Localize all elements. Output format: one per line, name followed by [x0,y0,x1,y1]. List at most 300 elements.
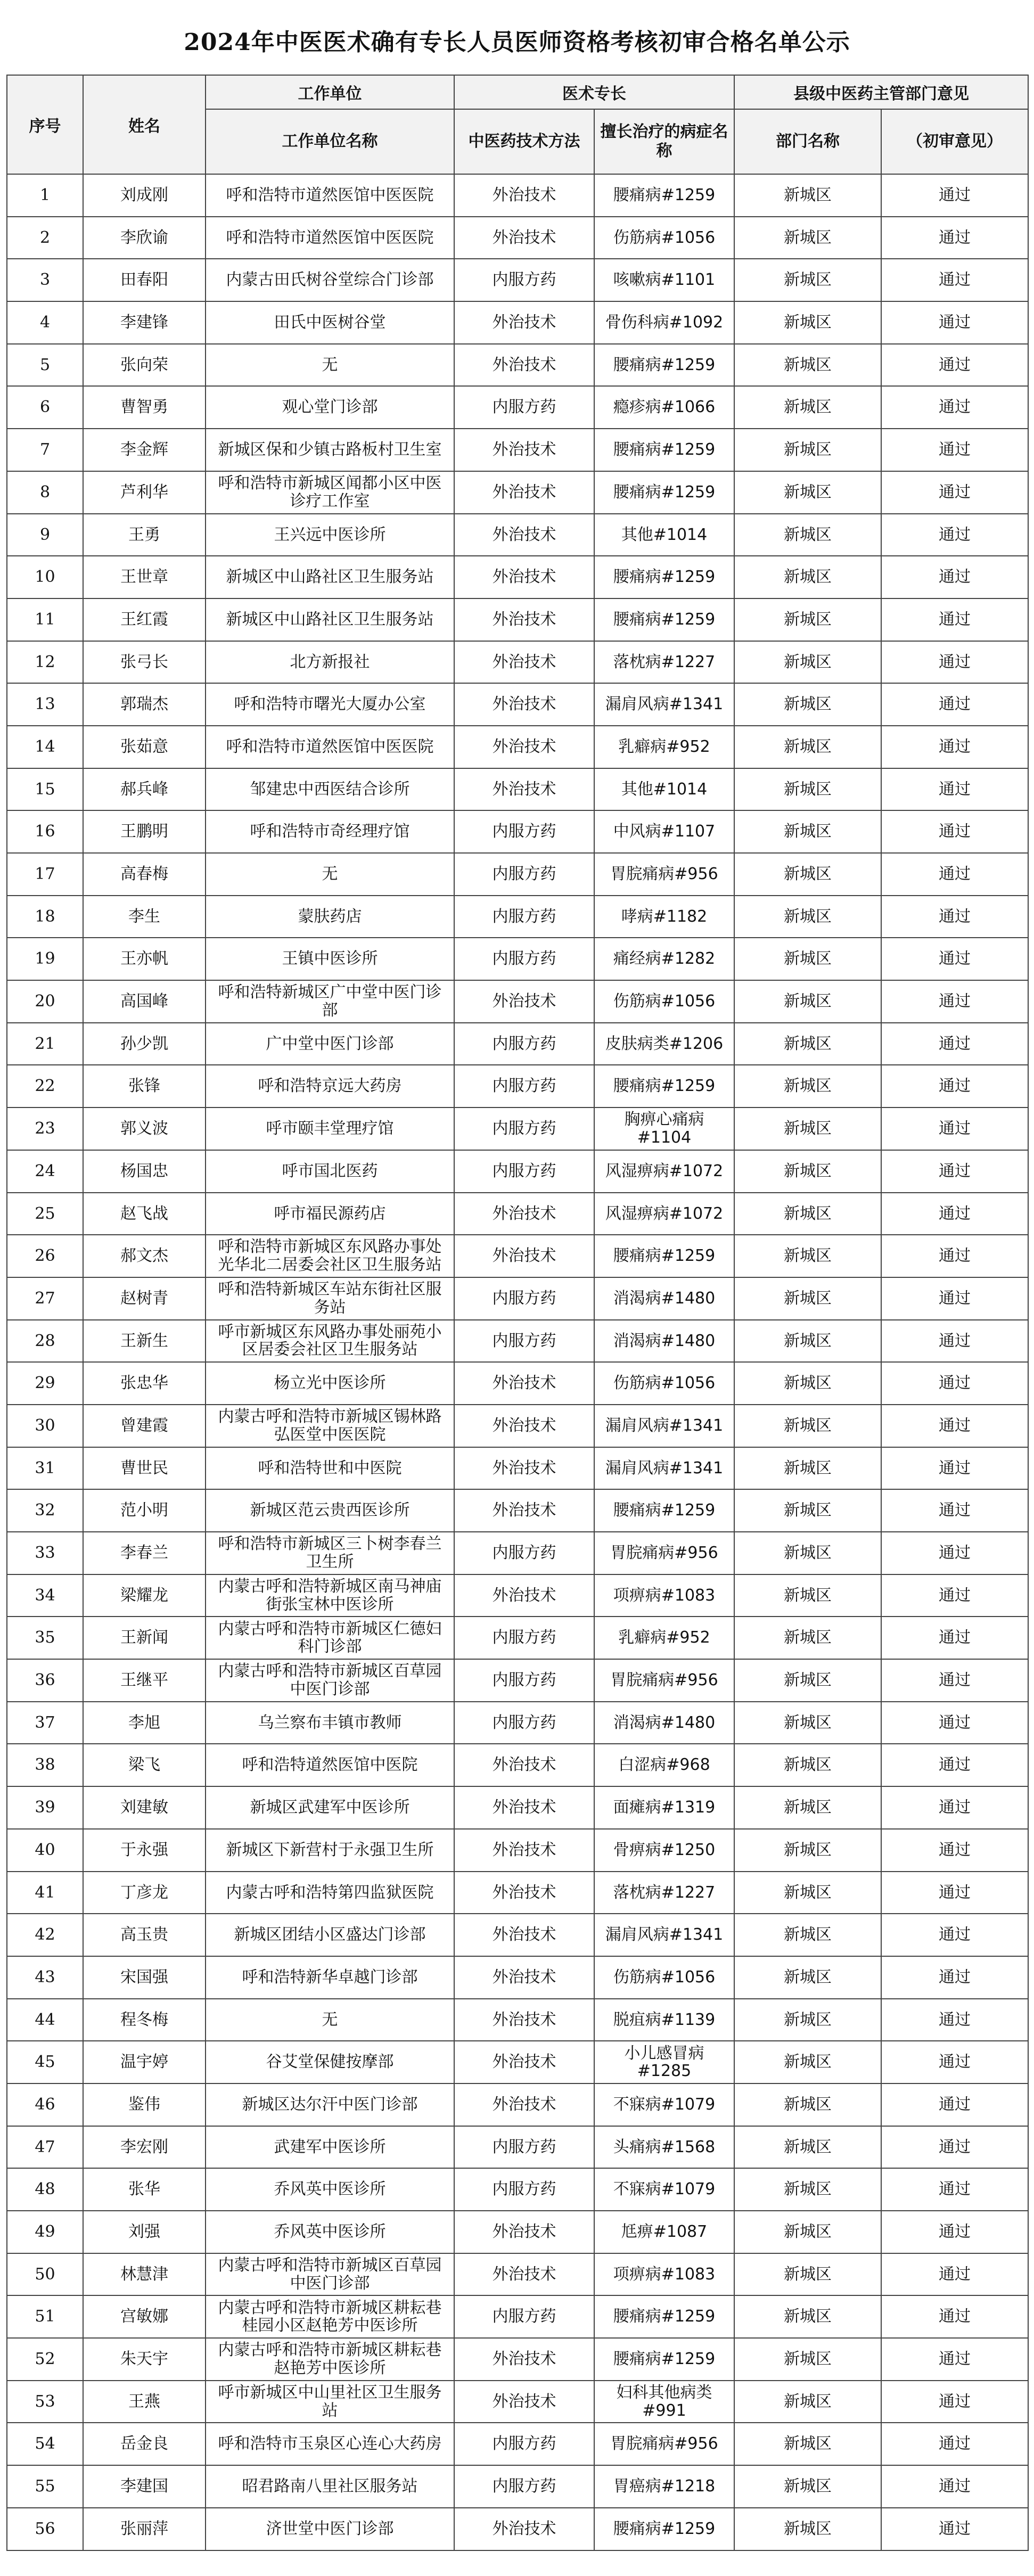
cell-work-unit: 乔风英中医诊所 [206,2168,454,2211]
cell-method: 内服方药 [454,1320,594,1363]
cell-seq: 28 [7,1320,83,1363]
table-row [7,217,1028,259]
cell-work-unit: 广中堂中医门诊部 [206,1023,454,1065]
cell-name: 宫敏娜 [83,2295,206,2338]
cell-seq: 29 [7,1362,83,1405]
cell-dept: 新城区 [734,2423,881,2465]
cell-name: 王勇 [83,514,206,556]
cell-disease: 腰痛病#1259 [594,556,734,598]
cell-opinion: 通过 [881,1914,1028,1956]
cell-work-unit: 蒙肤药店 [206,896,454,938]
cell-method: 外治技术 [454,174,594,217]
cell-name: 赵飞战 [83,1193,206,1235]
header-dept-name: 部门名称 [734,109,881,174]
cell-opinion: 通过 [881,2295,1028,2338]
header-seq: 序号 [7,75,83,174]
cell-seq: 40 [7,1829,83,1872]
cell-disease: 腰痛病#1259 [594,1489,734,1532]
cell-opinion: 通过 [881,1786,1028,1829]
cell-dept: 新城区 [734,641,881,684]
table-row [7,1405,1028,1447]
cell-work-unit: 呼市颐丰堂理疗馆 [206,1107,454,1150]
cell-name: 李建国 [83,2465,206,2508]
cell-seq: 46 [7,2083,83,2126]
cell-dept: 新城区 [734,1277,881,1320]
cell-name: 张华 [83,2168,206,2211]
cell-name: 郝兵峰 [83,768,206,811]
cell-disease: 脱疽病#1139 [594,1999,734,2041]
cell-method: 内服方药 [454,896,594,938]
cell-method: 外治技术 [454,1744,594,1786]
qualification-list-table [6,75,1029,2551]
table-row [7,301,1028,344]
cell-opinion: 通过 [881,1956,1028,1999]
cell-disease: 胃脘痛病#956 [594,1659,734,1702]
cell-method: 内服方药 [454,2465,594,2508]
cell-dept: 新城区 [734,429,881,471]
cell-opinion: 通过 [881,1999,1028,2041]
cell-work-unit: 呼和浩特市道然医馆中医医院 [206,217,454,259]
cell-work-unit: 呼和浩特新城区广中堂中医门诊部 [206,980,454,1023]
cell-dept: 新城区 [734,1872,881,1914]
cell-opinion: 通过 [881,301,1028,344]
table-row [7,726,1028,768]
cell-opinion: 通过 [881,1617,1028,1659]
cell-method: 内服方药 [454,386,594,429]
cell-dept: 新城区 [734,1702,881,1744]
table-row [7,768,1028,811]
cell-opinion: 通过 [881,1320,1028,1363]
cell-name: 范小明 [83,1489,206,1532]
cell-work-unit: 呼和浩特市新城区东风路办事处光华北二居委会社区卫生服务站 [206,1235,454,1277]
cell-disease: 伤筋病#1056 [594,980,734,1023]
cell-work-unit: 邹建忠中西医结合诊所 [206,768,454,811]
cell-disease: 皮肤病类#1206 [594,1023,734,1065]
cell-work-unit: 新城区中山路社区卫生服务站 [206,556,454,598]
cell-name: 李旭 [83,1702,206,1744]
cell-disease: 腰痛病#1259 [594,598,734,641]
cell-method: 外治技术 [454,1786,594,1829]
cell-disease: 哮病#1182 [594,896,734,938]
cell-method: 外治技术 [454,2253,594,2296]
cell-work-unit: 观心堂门诊部 [206,386,454,429]
cell-opinion: 通过 [881,896,1028,938]
table-row [7,386,1028,429]
cell-disease: 腰痛病#1259 [594,2338,734,2381]
cell-name: 梁耀龙 [83,1574,206,1617]
cell-work-unit: 呼市新城区东风路办事处丽苑小区居委会社区卫生服务站 [206,1320,454,1363]
cell-method: 外治技术 [454,1999,594,2041]
cell-dept: 新城区 [734,217,881,259]
cell-work-unit: 内蒙古呼和浩特市新城区耕耘巷桂园小区赵艳芳中医诊所 [206,2295,454,2338]
cell-method: 外治技术 [454,726,594,768]
cell-opinion: 通过 [881,1574,1028,1617]
cell-dept: 新城区 [734,2295,881,2338]
cell-name: 张忠华 [83,1362,206,1405]
cell-name: 张向荣 [83,344,206,387]
cell-seq: 23 [7,1107,83,1150]
cell-opinion: 通过 [881,1489,1028,1532]
cell-method: 外治技术 [454,344,594,387]
table-row [7,471,1028,514]
cell-method: 外治技术 [454,556,594,598]
cell-work-unit: 内蒙古呼和浩特新城区南马神庙街张宝林中医诊所 [206,1574,454,1617]
cell-dept: 新城区 [734,1489,881,1532]
cell-method: 内服方药 [454,1277,594,1320]
cell-work-unit: 新城区武建军中医诊所 [206,1786,454,1829]
table-row [7,980,1028,1023]
table-row [7,2253,1028,2296]
cell-work-unit: 杨立光中医诊所 [206,1362,454,1405]
table-row [7,2423,1028,2465]
cell-work-unit: 谷艾堂保健按摩部 [206,2041,454,2083]
cell-method: 外治技术 [454,1489,594,1532]
cell-work-unit: 无 [206,344,454,387]
cell-disease: 风湿痹病#1072 [594,1150,734,1193]
cell-name: 郭瑞杰 [83,683,206,726]
table-row [7,344,1028,387]
cell-seq: 50 [7,2253,83,2296]
cell-seq: 5 [7,344,83,387]
table-row [7,2126,1028,2169]
cell-work-unit: 呼和浩特市道然医馆中医医院 [206,174,454,217]
cell-name: 李欣谕 [83,217,206,259]
cell-seq: 26 [7,1235,83,1277]
cell-method: 外治技术 [454,217,594,259]
cell-name: 曹世民 [83,1447,206,1490]
cell-work-unit: 呼和浩特市道然医馆中医医院 [206,726,454,768]
cell-opinion: 通过 [881,429,1028,471]
cell-method: 外治技术 [454,1829,594,1872]
cell-work-unit: 无 [206,853,454,896]
cell-name: 田春阳 [83,259,206,301]
cell-method: 外治技术 [454,980,594,1023]
cell-disease: 消渴病#1480 [594,1702,734,1744]
cell-dept: 新城区 [734,2465,881,2508]
cell-disease: 项痹病#1083 [594,1574,734,1617]
cell-method: 内服方药 [454,1617,594,1659]
cell-opinion: 通过 [881,2041,1028,2083]
header-expertise-group: 医术专长 [454,75,734,109]
cell-method: 外治技术 [454,1956,594,1999]
cell-seq: 33 [7,1532,83,1574]
cell-seq: 45 [7,2041,83,2083]
cell-name: 赵树青 [83,1277,206,1320]
cell-disease: 中风病#1107 [594,810,734,853]
cell-name: 高国峰 [83,980,206,1023]
cell-work-unit: 内蒙古呼和浩特市新城区仁德妇科门诊部 [206,1617,454,1659]
cell-opinion: 通过 [881,853,1028,896]
cell-method: 内服方药 [454,2126,594,2169]
cell-method: 外治技术 [454,1447,594,1490]
cell-disease: 面瘫病#1319 [594,1786,734,1829]
cell-disease: 落枕病#1227 [594,641,734,684]
cell-disease: 腰痛病#1259 [594,1065,734,1107]
cell-method: 外治技术 [454,641,594,684]
cell-work-unit: 新城区达尔汗中医门诊部 [206,2083,454,2126]
cell-dept: 新城区 [734,1574,881,1617]
cell-seq: 56 [7,2508,83,2550]
table-row [7,1065,1028,1107]
cell-opinion: 通过 [881,1532,1028,1574]
cell-seq: 55 [7,2465,83,2508]
cell-dept: 新城区 [734,2041,881,2083]
cell-dept: 新城区 [734,938,881,980]
cell-opinion: 通过 [881,1405,1028,1447]
cell-opinion: 通过 [881,2083,1028,2126]
cell-name: 刘建敏 [83,1786,206,1829]
header-opinion: （初审意见） [881,109,1028,174]
cell-opinion: 通过 [881,683,1028,726]
cell-seq: 7 [7,429,83,471]
cell-name: 岳金良 [83,2423,206,2465]
cell-disease: 不寐病#1079 [594,2083,734,2126]
cell-method: 内服方药 [454,1532,594,1574]
cell-work-unit: 呼和浩特市奇经理疗馆 [206,810,454,853]
cell-method: 外治技术 [454,1574,594,1617]
cell-name: 王世章 [83,556,206,598]
cell-work-unit: 北方新报社 [206,641,454,684]
cell-name: 林慧津 [83,2253,206,2296]
cell-seq: 38 [7,1744,83,1786]
cell-name: 曹智勇 [83,386,206,429]
cell-method: 内服方药 [454,853,594,896]
cell-method: 外治技术 [454,1235,594,1277]
cell-work-unit: 内蒙古呼和浩特第四监狱医院 [206,1872,454,1914]
cell-dept: 新城区 [734,301,881,344]
cell-seq: 22 [7,1065,83,1107]
cell-disease: 尪痹#1087 [594,2211,734,2253]
cell-dept: 新城区 [734,980,881,1023]
cell-seq: 54 [7,2423,83,2465]
cell-name: 梁飞 [83,1744,206,1786]
cell-name: 程冬梅 [83,1999,206,2041]
cell-opinion: 通过 [881,1872,1028,1914]
cell-method: 外治技术 [454,2338,594,2381]
cell-disease: 漏肩风病#1341 [594,683,734,726]
cell-work-unit: 新城区下新营村于永强卫生所 [206,1829,454,1872]
cell-disease: 乳癖病#952 [594,726,734,768]
table-row [7,1320,1028,1363]
cell-opinion: 通过 [881,1744,1028,1786]
cell-dept: 新城区 [734,1023,881,1065]
cell-seq: 2 [7,217,83,259]
cell-name: 李宏刚 [83,2126,206,2169]
cell-opinion: 通过 [881,810,1028,853]
cell-seq: 51 [7,2295,83,2338]
cell-opinion: 通过 [881,2338,1028,2381]
table-row [7,1023,1028,1065]
cell-opinion: 通过 [881,1107,1028,1150]
cell-seq: 20 [7,980,83,1023]
cell-opinion: 通过 [881,1150,1028,1193]
cell-opinion: 通过 [881,2126,1028,2169]
table-row [7,2168,1028,2211]
cell-seq: 13 [7,683,83,726]
table-row [7,1956,1028,1999]
table-row [7,598,1028,641]
cell-seq: 44 [7,1999,83,2041]
cell-name: 鉴伟 [83,2083,206,2126]
cell-work-unit: 新城区团结小区盛达门诊部 [206,1914,454,1956]
cell-work-unit: 呼和浩特市新城区三卜树李春兰卫生所 [206,1532,454,1574]
cell-method: 外治技术 [454,471,594,514]
cell-disease: 腰痛病#1259 [594,2508,734,2550]
cell-disease: 胃脘痛病#956 [594,1532,734,1574]
cell-disease: 胸痹心痛病#1104 [594,1107,734,1150]
table-row [7,1489,1028,1532]
cell-name: 宋国强 [83,1956,206,1999]
table-row [7,683,1028,726]
cell-dept: 新城区 [734,1107,881,1150]
cell-disease: 伤筋病#1056 [594,1362,734,1405]
table-row [7,514,1028,556]
cell-dept: 新城区 [734,1744,881,1786]
table-row [7,174,1028,217]
cell-name: 高玉贵 [83,1914,206,1956]
cell-seq: 36 [7,1659,83,1702]
cell-dept: 新城区 [734,2168,881,2211]
table-row [7,2041,1028,2083]
table-header [7,75,1028,174]
cell-name: 王红霞 [83,598,206,641]
header-work-name: 工作单位名称 [206,109,454,174]
cell-name: 郝文杰 [83,1235,206,1277]
table-row [7,1447,1028,1490]
cell-opinion: 通过 [881,1362,1028,1405]
cell-method: 外治技术 [454,301,594,344]
cell-work-unit: 田氏中医树谷堂 [206,301,454,344]
table-row [7,853,1028,896]
cell-disease: 胃脘痛病#956 [594,2423,734,2465]
table-row [7,641,1028,684]
cell-seq: 47 [7,2126,83,2169]
table-row [7,1362,1028,1405]
cell-seq: 35 [7,1617,83,1659]
cell-seq: 25 [7,1193,83,1235]
table-row [7,1574,1028,1617]
cell-work-unit: 王兴远中医诊所 [206,514,454,556]
table-row [7,1659,1028,1702]
cell-dept: 新城区 [734,2381,881,2423]
cell-disease: 其他#1014 [594,514,734,556]
cell-work-unit: 乌兰察布丰镇市教师 [206,1702,454,1744]
cell-seq: 6 [7,386,83,429]
cell-method: 内服方药 [454,1065,594,1107]
table-row [7,1744,1028,1786]
cell-method: 外治技术 [454,2381,594,2423]
cell-opinion: 通过 [881,726,1028,768]
cell-work-unit: 呼和浩特道然医馆中医院 [206,1744,454,1786]
cell-seq: 11 [7,598,83,641]
table-row [7,259,1028,301]
cell-dept: 新城区 [734,1320,881,1363]
cell-disease: 头痛病#1568 [594,2126,734,2169]
cell-dept: 新城区 [734,2253,881,2296]
cell-name: 王继平 [83,1659,206,1702]
cell-disease: 消渴病#1480 [594,1320,734,1363]
cell-seq: 30 [7,1405,83,1447]
cell-disease: 消渴病#1480 [594,1277,734,1320]
cell-opinion: 通过 [881,259,1028,301]
cell-disease: 胃癌病#1218 [594,2465,734,2508]
cell-disease: 腰痛病#1259 [594,429,734,471]
cell-name: 刘强 [83,2211,206,2253]
cell-work-unit: 王镇中医诊所 [206,938,454,980]
cell-work-unit: 内蒙古呼和浩特市新城区百草园中医门诊部 [206,2253,454,2296]
cell-work-unit: 呼和浩特京远大药房 [206,1065,454,1107]
cell-opinion: 通过 [881,471,1028,514]
cell-opinion: 通过 [881,1023,1028,1065]
cell-seq: 42 [7,1914,83,1956]
cell-seq: 8 [7,471,83,514]
cell-name: 张茹意 [83,726,206,768]
cell-disease: 小儿感冒病#1285 [594,2041,734,2083]
cell-method: 内服方药 [454,1107,594,1150]
cell-method: 外治技术 [454,1405,594,1447]
cell-seq: 27 [7,1277,83,1320]
cell-disease: 漏肩风病#1341 [594,1447,734,1490]
cell-name: 朱天宇 [83,2338,206,2381]
cell-opinion: 通过 [881,2211,1028,2253]
cell-opinion: 通过 [881,2508,1028,2550]
cell-opinion: 通过 [881,344,1028,387]
cell-dept: 新城区 [734,1150,881,1193]
cell-seq: 19 [7,938,83,980]
header-disease: 擅长治疗的病症名称 [594,109,734,174]
cell-dept: 新城区 [734,2211,881,2253]
cell-name: 丁彦龙 [83,1872,206,1914]
table-row [7,2211,1028,2253]
cell-dept: 新城区 [734,896,881,938]
cell-work-unit: 内蒙古呼和浩特市新城区锡林路弘医堂中医医院 [206,1405,454,1447]
cell-name: 王鹏明 [83,810,206,853]
cell-seq: 21 [7,1023,83,1065]
cell-dept: 新城区 [734,1235,881,1277]
cell-method: 外治技术 [454,598,594,641]
table-body [7,174,1028,2550]
table-row [7,1786,1028,1829]
cell-name: 王亦帆 [83,938,206,980]
cell-method: 外治技术 [454,514,594,556]
cell-method: 内服方药 [454,1659,594,1702]
cell-method: 外治技术 [454,1362,594,1405]
cell-disease: 腰痛病#1259 [594,344,734,387]
cell-opinion: 通过 [881,598,1028,641]
table-row [7,2083,1028,2126]
cell-disease: 腰痛病#1259 [594,471,734,514]
table-row [7,2295,1028,2338]
table-row [7,1532,1028,1574]
cell-work-unit: 内蒙古田氏树谷堂综合门诊部 [206,259,454,301]
cell-method: 内服方药 [454,2295,594,2338]
table-row [7,2508,1028,2550]
cell-seq: 49 [7,2211,83,2253]
cell-method: 内服方药 [454,2423,594,2465]
table-row [7,2338,1028,2381]
cell-seq: 17 [7,853,83,896]
cell-opinion: 通过 [881,174,1028,217]
cell-dept: 新城区 [734,1914,881,1956]
cell-dept: 新城区 [734,853,881,896]
cell-disease: 风湿痹病#1072 [594,1193,734,1235]
cell-seq: 14 [7,726,83,768]
cell-seq: 3 [7,259,83,301]
cell-work-unit: 呼市国北医药 [206,1150,454,1193]
cell-disease: 腰痛病#1259 [594,1235,734,1277]
cell-dept: 新城区 [734,259,881,301]
cell-dept: 新城区 [734,174,881,217]
